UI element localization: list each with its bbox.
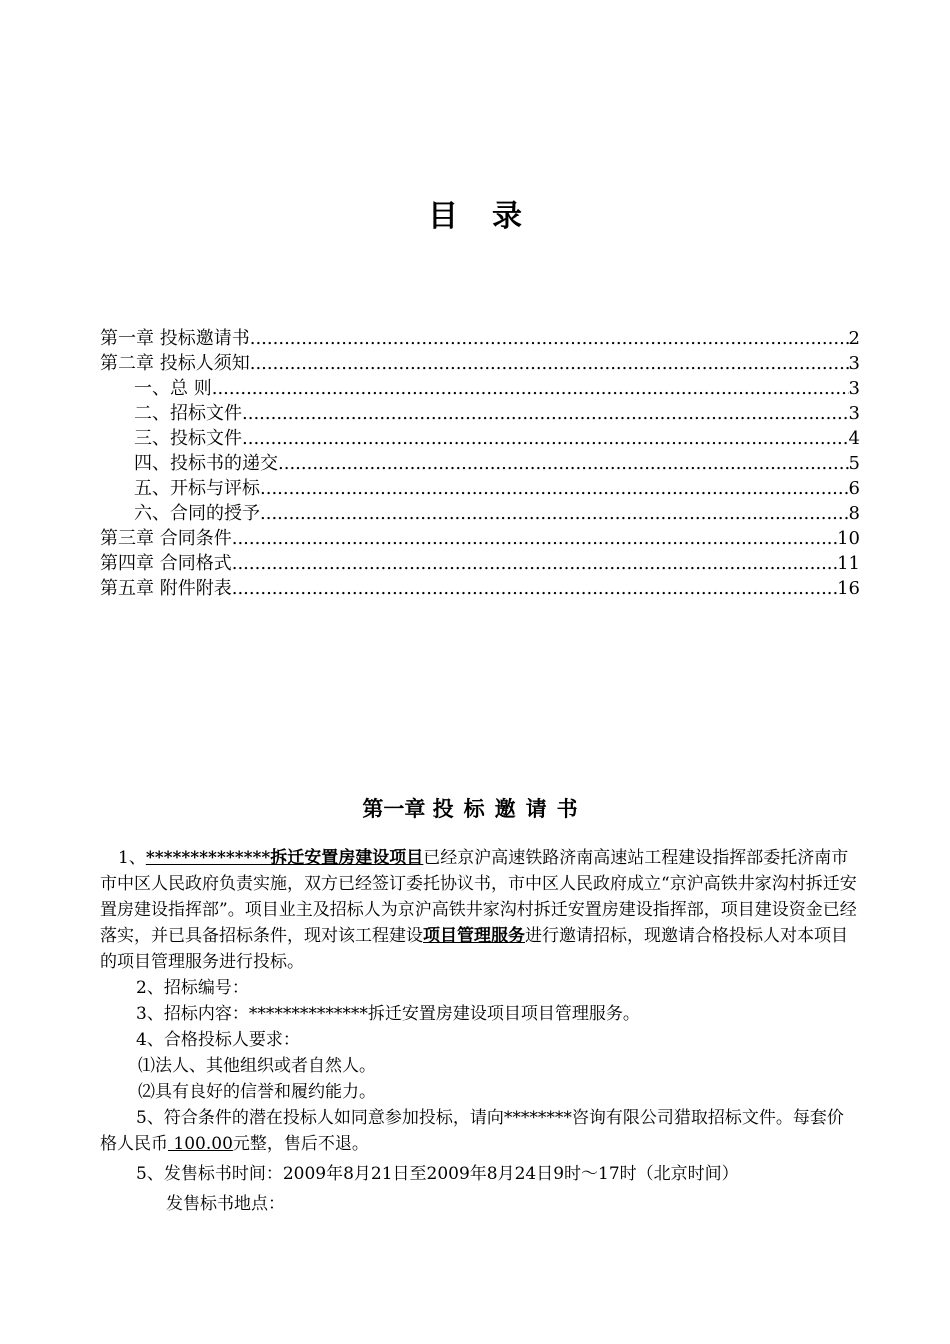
toc-entry-page: 16: [837, 578, 860, 599]
paragraph-5-text-2: 元整，售后不退。: [232, 1134, 369, 1154]
paragraph-5-text: 5、符合条件的潜在投标人如同意参加投标，请向********咨询有限公司猎取招标文件。每套价格人民币: [100, 1108, 844, 1154]
toc-entry[interactable]: [100, 326, 860, 351]
toc-entry-label: 二、招标文件: [134, 403, 242, 424]
paragraph-1-text-2: 进行邀请招标，现邀请合格投标人对本项目的项目管理服务进行投标。: [100, 926, 848, 972]
toc-entry-label: 六、合同的授予: [134, 503, 260, 524]
toc-entry-page: 10: [837, 528, 860, 549]
paragraph-6: 5、发售标书时间：2009年8月21日至2009年8月24日9时～17时（北京时间）: [136, 1164, 739, 1184]
toc-entry-label: 四、投标书的递交: [134, 453, 278, 474]
paragraph-5: [100, 1105, 860, 1157]
toc-leader-dots: [278, 451, 849, 476]
paragraph-7: 发售标书地点：: [166, 1194, 285, 1214]
price-value: 100.00: [168, 1134, 233, 1154]
toc-leader-dots: [232, 576, 837, 601]
toc-entry-label: 五、开标与评标: [134, 478, 260, 499]
toc-entry-label: 第一章 投标邀请书: [100, 328, 250, 349]
toc-leader-dots: [232, 551, 837, 576]
toc-entry[interactable]: [100, 551, 860, 576]
toc-entry-page: 3: [848, 403, 860, 424]
paragraph-1-text: 已经京沪高速铁路济南高速站工程建设指挥部委托济南市市中区人民政府负责实施，双方已经签订委托协议书，市中区人民政府成立“京沪高铁井家沟村拆迁安置房建设指挥部”。项目业主及招标人为京沪高铁井家沟村拆迁安置房建设指挥部，项目建设资金已经落实，并已具备招标条件，现对该工程建设: [100, 848, 857, 946]
requirement-1: ⑴法人、其他组织或者自然人。: [138, 1056, 376, 1076]
toc-entry-page: 3: [848, 353, 860, 374]
toc-entry-label: 一、总 则: [134, 378, 212, 399]
paragraph-1: [100, 845, 860, 975]
toc-entry-label: 第四章 合同格式: [100, 553, 232, 574]
paragraph-4: 4、合格投标人要求：: [136, 1030, 300, 1050]
toc-leader-dots: [260, 501, 849, 526]
toc-entry[interactable]: [100, 526, 860, 551]
toc-entry[interactable]: [100, 476, 860, 501]
toc-leader-dots: [250, 351, 849, 376]
paragraph-2: 2、招标编号：: [136, 978, 249, 998]
toc-leader-dots: [250, 326, 849, 351]
project-name: **************拆迁安置房建设项目: [145, 848, 424, 868]
toc-entry-page: 3: [848, 378, 860, 399]
service-name: 项目管理服务: [423, 926, 525, 946]
requirement-2: ⑵具有良好的信誉和履约能力。: [138, 1082, 376, 1102]
toc-leader-dots: [212, 376, 849, 401]
paragraph-1-number: 1、: [118, 848, 146, 868]
toc-entry-label: 三、投标文件: [134, 428, 242, 449]
toc-leader-dots: [242, 426, 849, 451]
toc-entry-page: 6: [848, 478, 860, 499]
chapter-title-main: 投标邀请书: [432, 797, 588, 821]
toc-title: 目录: [428, 199, 556, 234]
toc-entry-page: 5: [848, 453, 860, 474]
table-of-contents: [100, 326, 860, 601]
chapter-title: [0, 793, 950, 825]
toc-entry[interactable]: [100, 501, 860, 526]
toc-entry[interactable]: [100, 351, 860, 376]
toc-entry[interactable]: [100, 426, 860, 451]
toc-entry[interactable]: [100, 376, 860, 401]
toc-entry-page: 2: [848, 328, 860, 349]
toc-entry-label: 第三章 合同条件: [100, 528, 232, 549]
toc-leader-dots: [260, 476, 849, 501]
toc-leader-dots: [242, 401, 849, 426]
chapter-title-prefix: 第一章: [362, 797, 426, 821]
paragraph-3: 3、招标内容：**************拆迁安置房建设项目项目管理服务。: [136, 1004, 640, 1024]
toc-leader-dots: [232, 526, 837, 551]
toc-entry[interactable]: [100, 576, 860, 601]
chapter-body: [100, 845, 860, 1217]
toc-entry-label: 第二章 投标人须知: [100, 353, 250, 374]
toc-entry[interactable]: [100, 451, 860, 476]
toc-entry-page: 8: [848, 503, 860, 524]
toc-entry-page: 11: [837, 553, 860, 574]
toc-entry[interactable]: [100, 401, 860, 426]
toc-entry-label: 第五章 附件附表: [100, 578, 232, 599]
toc-entry-page: 4: [848, 428, 860, 449]
